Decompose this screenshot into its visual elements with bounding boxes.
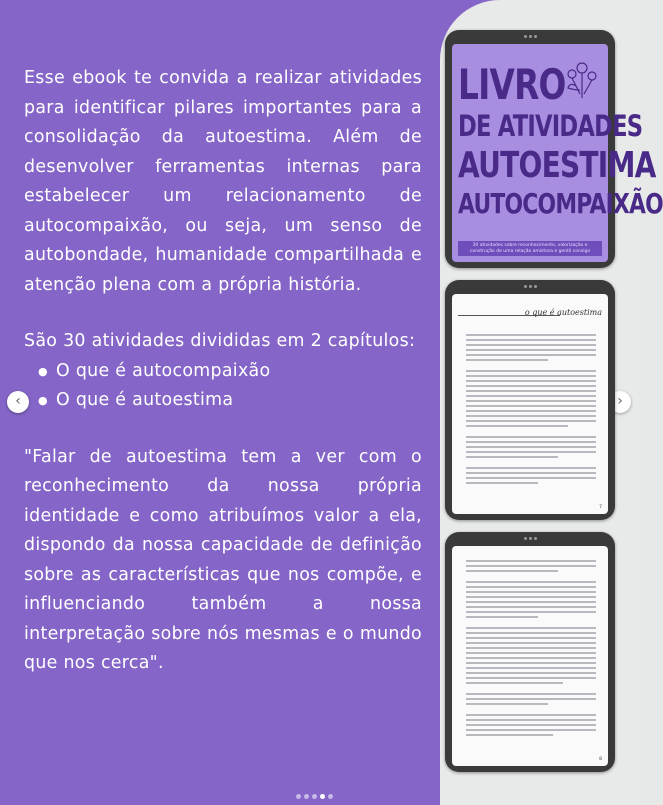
page-7-screen: [452, 294, 608, 514]
chevron-right-icon: ›: [617, 393, 623, 409]
carousel-dot[interactable]: [304, 794, 309, 799]
product-description: [24, 64, 422, 679]
page-heading: o que é autoestima: [524, 308, 602, 317]
carousel-indicators: [296, 784, 336, 803]
chapter-item: ● O que é autoestima: [40, 386, 422, 416]
preview-cover[interactable]: [445, 30, 663, 268]
chapter-item: ● O que é autocompaixão: [40, 357, 422, 387]
chapter-list: [24, 357, 422, 416]
preview-page-7[interactable]: [445, 280, 615, 520]
carousel-dot[interactable]: [296, 794, 301, 799]
cover-title-line3: AUTOESTIMA: [458, 145, 656, 186]
cover-screen: [452, 44, 663, 262]
chevron-left-icon: ‹: [15, 393, 21, 409]
carousel-dot[interactable]: [312, 794, 317, 799]
cover-title-line4: AUTOCOMPAIXÃO: [458, 187, 663, 220]
cover-title-line1: LIVRO: [458, 60, 566, 109]
page-number: 8: [599, 757, 602, 762]
page-8-screen: [452, 546, 608, 766]
page-number: 7: [599, 505, 602, 510]
description-paragraph-1: Esse ebook te convida a realizar atividades para identificar pilares importantes para a consolidação da autoestima. Além de desenvolver ferramentas internas para estabelecer um relacionamento de autocompaixão, ou seja, um senso de autobondade, humanidade compartilhada e atenção plena com a própria história.: [24, 68, 422, 295]
cover-subtitle: 30 atividades sobre reconhecimento, valorização e construção de uma relação amistosa e gentil consigo: [458, 241, 602, 256]
description-paragraph-2: São 30 atividades divididas em 2 capítulos:: [24, 331, 416, 351]
carousel-prev-button[interactable]: [7, 391, 29, 413]
carousel-dot[interactable]: [328, 794, 333, 799]
carousel-dot-active[interactable]: [320, 794, 325, 799]
description-quote: "Falar de autoestima tem a ver com o reconhecimento da nossa própria identidade e como atribuímos valor a ela, dispondo da nossa capacidade de definição sobre as características que nos compõe, e influenciando também a nossa interpretação sobre nós mesmas e o mundo que nos cerca".: [24, 446, 422, 673]
preview-page-8[interactable]: [445, 532, 615, 772]
cover-title-line2: DE ATIVIDADES: [458, 109, 643, 143]
